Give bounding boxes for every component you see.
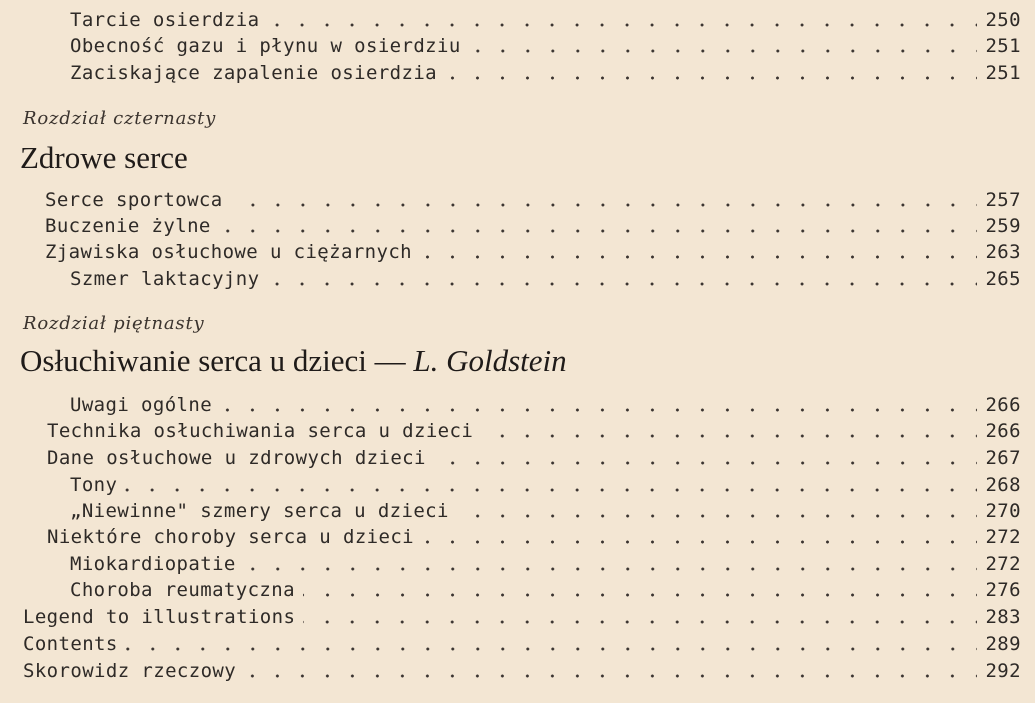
toc-entry-label: Zaciskające zapalenie osierdzia: [70, 62, 438, 84]
toc-entry-label: Contents: [23, 633, 118, 655]
toc-entry: [47, 445, 1021, 471]
dot-leader: [303, 577, 977, 603]
toc-entry-label: Serce sportowca: [45, 189, 223, 211]
toc-entry-label: Tarcie osierdzia: [70, 9, 260, 31]
toc-entry: [47, 524, 1021, 550]
dot-leader: [469, 33, 977, 59]
toc-entry-page: 251: [985, 35, 1021, 57]
toc-entry: [70, 7, 1021, 33]
toc-entry-page: 289: [985, 633, 1021, 655]
toc-entry-page: 292: [985, 660, 1021, 682]
toc-entry-label: Szmer laktacyjny: [70, 268, 260, 290]
chapter-title: Zdrowe serce: [20, 140, 188, 175]
dot-leader: [125, 472, 977, 498]
dot-leader: [219, 213, 977, 239]
toc-entry-page: 266: [985, 420, 1021, 442]
toc-entry-page: 259: [985, 215, 1021, 237]
toc-entry: [70, 266, 1021, 292]
toc-entry-label: Uwagi ogólne: [70, 394, 213, 416]
dot-leader: [422, 524, 977, 550]
toc-entry-page: 267: [985, 447, 1021, 469]
chapter-title: [20, 343, 567, 379]
toc-entry: [23, 631, 1021, 657]
toc-entry: [70, 60, 1021, 86]
toc-entry-page: 251: [985, 62, 1021, 84]
toc-entry-label: Miokardiopatie: [70, 553, 236, 575]
dot-leader: [244, 658, 977, 684]
dot-leader: [303, 604, 977, 630]
toc-entry: [70, 392, 1021, 418]
dot-leader: [481, 418, 977, 444]
toc-entry: [70, 498, 1021, 524]
toc-entry-page: 276: [985, 579, 1021, 601]
toc-entry-label: Technika osłuchiwania serca u dzieci: [47, 420, 474, 442]
toc-entry-page: 272: [985, 553, 1021, 575]
toc-entry-page: 265: [985, 268, 1021, 290]
toc-entry: [23, 658, 1021, 684]
dot-leader: [445, 60, 977, 86]
toc-entry-page: 270: [985, 500, 1021, 522]
toc-entry: [47, 418, 1021, 444]
toc-entry: [70, 577, 1021, 603]
toc-entry: [70, 472, 1021, 498]
toc-entry-label: Legend to illustrations: [23, 606, 296, 628]
toc-entry-label: Tony: [70, 474, 118, 496]
dot-leader: [457, 498, 977, 524]
toc-entry-page: 257: [985, 189, 1021, 211]
toc-entry-label: „Niewinne" szmery serca u dzieci: [70, 500, 449, 522]
toc-entry: [45, 239, 1021, 265]
toc-entry-label: Niektóre choroby serca u dzieci: [47, 526, 415, 548]
toc-entry-label: Choroba reumatyczna: [70, 579, 295, 601]
dot-leader: [126, 631, 977, 657]
toc-entry-page: 250: [985, 9, 1021, 31]
toc-entry-label: Skorowidz rzeczowy: [23, 660, 237, 682]
toc-entry: [45, 187, 1021, 213]
toc-entry: [45, 213, 1021, 239]
toc-entry-page: 266: [985, 394, 1021, 416]
toc-entry-page: 263: [985, 241, 1021, 263]
chapter-label: Rozdział czternasty: [23, 108, 217, 129]
dot-leader: [267, 266, 977, 292]
toc-entry-label: Obecność gazu i płynu w osierdziu: [70, 35, 461, 57]
toc-entry-page: 268: [985, 474, 1021, 496]
toc-entry-page: 283: [985, 606, 1021, 628]
dot-leader: [231, 187, 977, 213]
toc-entry-page: 272: [985, 526, 1021, 548]
dot-leader: [420, 239, 977, 265]
dot-leader: [434, 445, 977, 471]
chapter-author: L. Goldstein: [413, 343, 567, 378]
dot-leader: [267, 7, 977, 33]
toc-entry: [23, 604, 1021, 630]
toc-entry: [70, 551, 1021, 577]
dot-leader: [220, 392, 977, 418]
toc-entry: [70, 33, 1021, 59]
chapter-title-text: Osłuchiwanie serca u dzieci —: [20, 343, 406, 378]
toc-entry-label: Zjawiska osłuchowe u ciężarnych: [45, 241, 413, 263]
dot-leader: [244, 551, 977, 577]
chapter-label: Rozdział piętnasty: [23, 313, 205, 334]
toc-entry-label: Dane osłuchowe u zdrowych dzieci: [47, 447, 426, 469]
toc-entry-label: Buczenie żylne: [45, 215, 211, 237]
